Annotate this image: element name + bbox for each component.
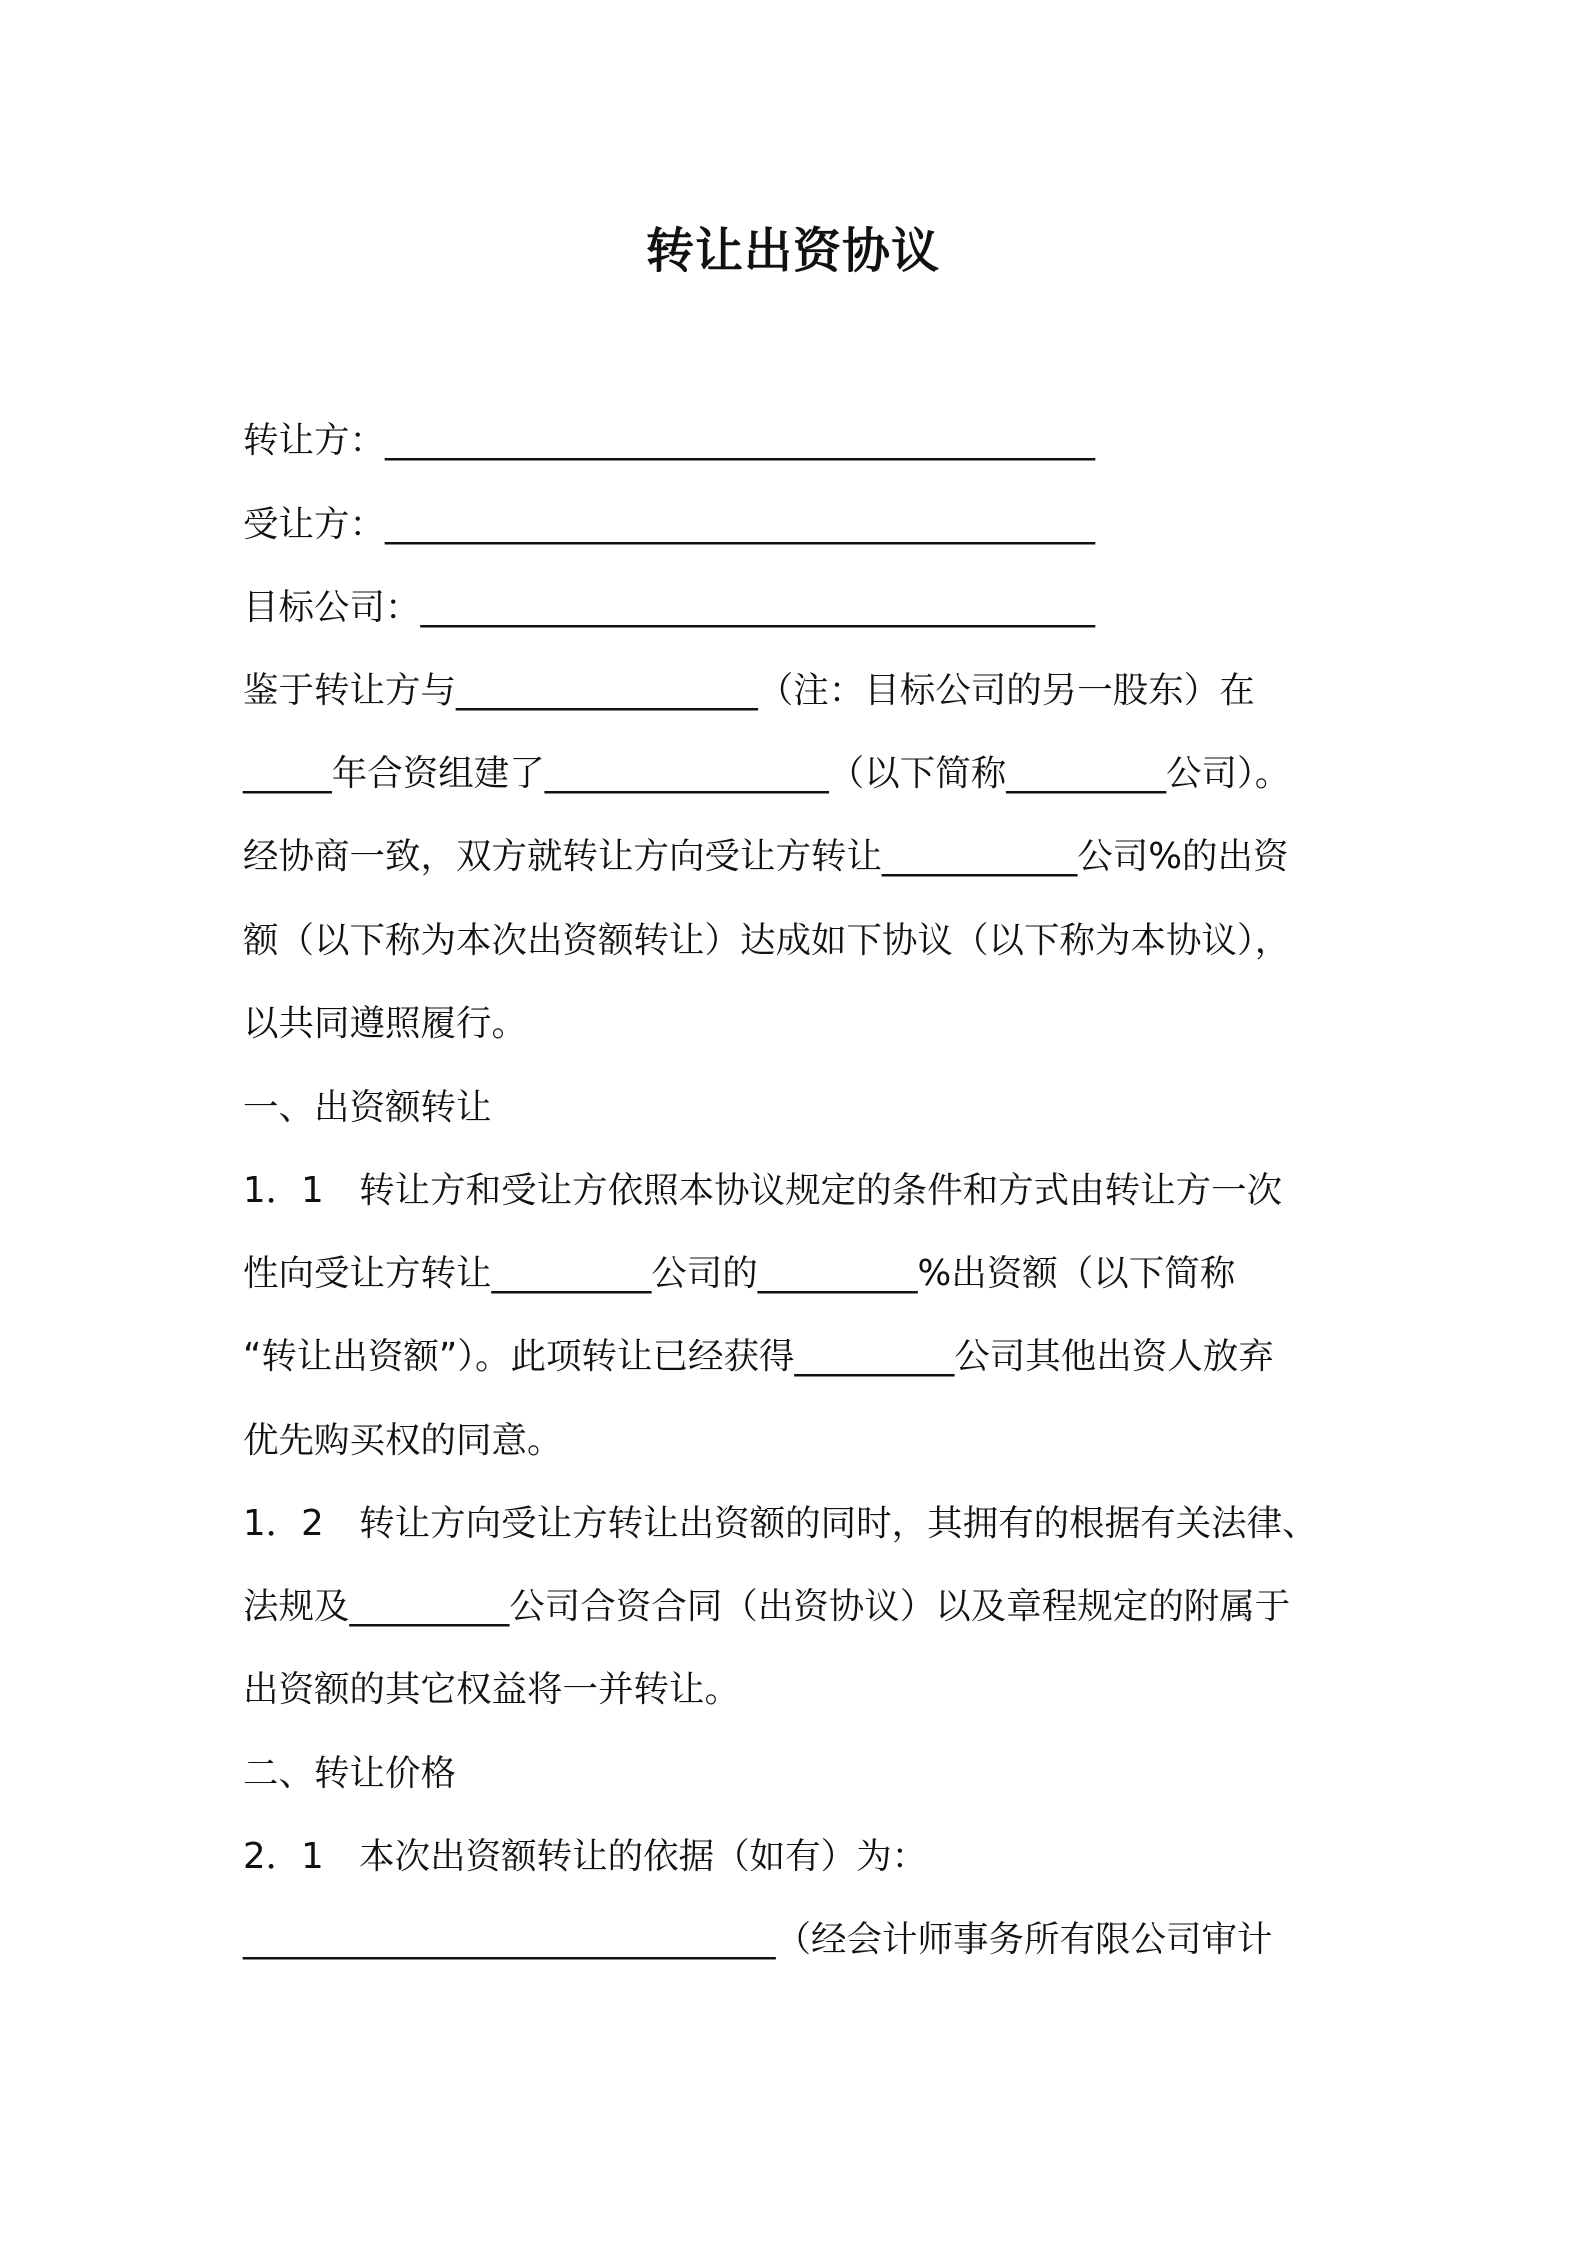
transferor-line: 转让方：________________________________________ bbox=[243, 420, 1096, 461]
preamble-line-5: 以共同遵照履行。 bbox=[243, 1003, 528, 1044]
preamble-line-3: 经协商一致，双方就转让方向受让方转让___________公司%的出资 bbox=[243, 836, 1289, 877]
document-title: 转让出资协议 bbox=[645, 223, 940, 279]
clause-1-2-line-2: 法规及_________公司合资合同（出资协议）以及章程规定的附属于 bbox=[243, 1586, 1291, 1627]
clause-1-1-line-3: “转让出资额”）。此项转让已经获得_________公司其他出资人放弃 bbox=[243, 1336, 1274, 1377]
section-2-heading: 二、转让价格 bbox=[243, 1753, 457, 1794]
preamble-line-1: 鉴于转让方与_________________（注：目标公司的另一股东）在 bbox=[243, 670, 1255, 711]
clause-1-1-line-1: 1．1 转让方和受让方依照本协议规定的条件和方式由转让方一次 bbox=[243, 1170, 1283, 1211]
section-1-heading: 一、出资额转让 bbox=[243, 1087, 492, 1128]
clause-2-1-line-2: ______________________________（经会计师事务所有限公司审计 bbox=[243, 1919, 1273, 1960]
preamble-line-2: _____年合资组建了________________（以下简称_________公司）。 bbox=[243, 753, 1291, 794]
clause-1-2-line-1: 1．2 转让方向受让方转让出资额的同时，其拥有的根据有关法律、 bbox=[243, 1503, 1318, 1544]
transferee-line: 受让方：________________________________________ bbox=[243, 504, 1096, 545]
clause-1-2-line-3: 出资额的其它权益将一并转让。 bbox=[243, 1669, 741, 1710]
clause-2-1-line-1: 2．1 本次出资额转让的依据（如有）为： bbox=[243, 1836, 928, 1877]
preamble-line-4: 额（以下称为本次出资额转让）达成如下协议（以下称为本协议）， bbox=[243, 920, 1291, 961]
target-company-line: 目标公司：______________________________________ bbox=[243, 587, 1096, 628]
clause-1-1-line-4: 优先购买权的同意。 bbox=[243, 1420, 563, 1461]
clause-1-1-line-2: 性向受让方转让_________公司的_________%出资额（以下简称 bbox=[243, 1253, 1236, 1294]
